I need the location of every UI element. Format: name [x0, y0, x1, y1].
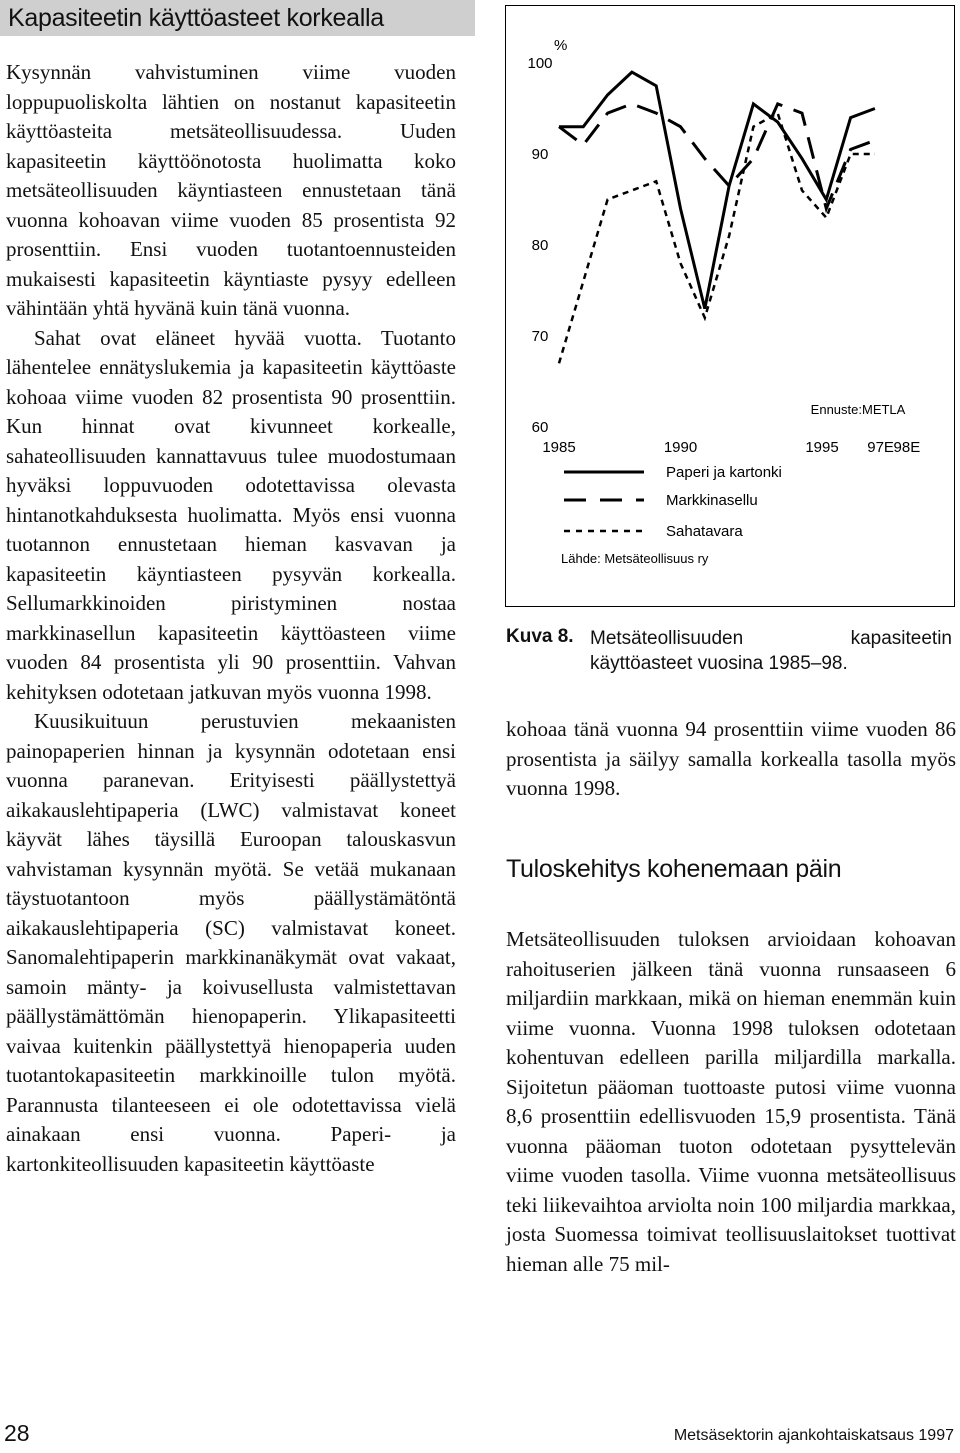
- forecast-label: Ennuste:METLA: [810, 402, 906, 417]
- y-tick-label: 100: [527, 55, 553, 72]
- y-tick-label: 80: [531, 237, 549, 254]
- paragraph: Kysynnän vahvistuminen viime vuoden loppupuoliskolta lähtien on nostanut kapasiteetin käyttöasteita metsäteollisuudessa. Uuden kapasiteetin käyttöönotosta huolimatta koko metsäteollisuuden käyntiasteen ennustetaan tänä vuonna kohoavan viime vuoden 85 prosentista 92 prosenttiin. Ensi vuoden tuotantoennusteiden mukaisesti kapasiteetin käyntiaste pysyy edelleen vähintään yhtä hyvänä kuin tänä vuonna.: [6, 60, 456, 320]
- right-column-continuation: [506, 715, 956, 804]
- series-line-1: [559, 72, 875, 309]
- x-tick-label: 1985: [542, 439, 576, 456]
- unit-label: %: [554, 37, 568, 54]
- paragraph: Kuusikuituun perustuvien mekaanisten painopaperien hinnan ja kysynnän odotetaan ensi vuonna paranevan. Erityisesti päällystettyä aikakauslehtipaperia (LWC) valmistavat koneet käyvät lähes täysillä Euroopan talouskasvun vahvistaman kysynnän myötä. Se vetää mukanaan täystuotantoon myös päällystämätöntä aikakauslehtipaperia (SC) valmistavat koneet. Sanomalehtipaperin markkinanäkymät ovat vakaat, samoin mänty- ja koivusellusta valmistettavan päällystämättömän hienopaperin. Ylikapasiteetti vaivaa kuitenkin päällystettyä hienopaperia uuden tuotantokapasiteetin markkinoille tulon myötä. Parannusta tilanteeseen ei ole odotettavissa vielä ainakaan ensi vuonna. Paperi- ja kartonkiteollisuuden kapasiteetin käyttöaste: [6, 709, 456, 1176]
- chart-frame: [505, 5, 955, 607]
- legend-label: Markkinasellu: [666, 492, 758, 509]
- x-tick-label: 97E: [867, 439, 894, 456]
- series-line-3: [559, 113, 875, 363]
- y-tick-label: 60: [531, 419, 549, 436]
- legend-label: Paperi ja kartonki: [666, 464, 782, 481]
- y-tick-label: 70: [531, 328, 549, 345]
- right-column-body: [506, 925, 956, 1279]
- section-heading: Tuloskehitys kohenemaan päin: [506, 855, 842, 883]
- x-tick-label: 98E: [893, 439, 921, 456]
- paragraph: Metsäteollisuuden tuloksen arvioidaan kohoavan rahoituserien jälkeen tänä vuonna runsaaseen 6 miljardiin markkaan, mikä on hieman enemmän kuin viime vuonna. Vuonna 1998 tuloksen odotetaan kohentuvan edelleen parilla miljardilla markalla. Sijoitetun pääoman tuottoaste putosi viime vuonna 8,6 prosenttiin edellisvuoden 15,9 prosentista. Tänä vuonna pääoman tuoton odotetaan pysyttelevän viime vuoden tasolla. Viime vuonna metsäteollisuus teki liikevaihtoa arviolta noin 100 miljardia markkaa, josta Suomessa toimivat teollisuuslaitokset tuottivat hieman alle 75 mil-: [506, 927, 956, 1276]
- left-column: [6, 58, 456, 1179]
- chart-source: Lähde: Metsäteollisuus ry: [561, 551, 709, 566]
- figure-label: Kuva 8.: [506, 626, 574, 647]
- x-tick-label: 1990: [663, 439, 698, 456]
- page-title: Kapasiteetin käyttöasteet korkealla: [8, 4, 384, 32]
- paragraph: Sahat ovat eläneet hyvää vuotta. Tuotanto lähentelee ennätyslukemia ja kapasiteetin käyttöaste kohoaa viime vuoden 82 prosentista 90 prosenttiin. Kun hinnat ovat kivunneet korkealle, sahateollisuuden kannattavuus tulee muodostumaan hyväksi loppuvuoden odotettavissa olevasta hintanotkahduksesta huolimatta. Myös ensi vuonna tuotannon ennustetaan hieman kasvavan ja kapasiteetin käyntiasteen pysyvän korkealla. Sellumarkkinoiden piristyminen nostaa markkinasellun kapasiteetin käyttöasteen viime vuoden 84 prosentista yli 90 prosenttiin. Vahvan kehityksen odotetaan jatkuvan myös vuonna 1998.: [6, 325, 456, 704]
- title-bar: [0, 0, 475, 36]
- capacity-chart: [506, 6, 954, 606]
- y-tick-label: 90: [531, 146, 549, 163]
- legend-label: Sahatavara: [666, 523, 743, 540]
- page-number: 28: [4, 1420, 30, 1446]
- publication-name: Metsäsektorin ajankohtaiskatsaus 1997: [673, 1427, 954, 1444]
- paragraph: kohoaa tänä vuonna 94 prosenttiin viime vuoden 86 prosentista ja säilyy samalla korkealla tasolla myös vuonna 1998.: [506, 717, 956, 800]
- x-tick-label: 1995: [805, 439, 839, 456]
- figure-caption: Metsäteollisuuden kapasiteetin käyttöasteet vuosina 1985–98.: [590, 628, 952, 674]
